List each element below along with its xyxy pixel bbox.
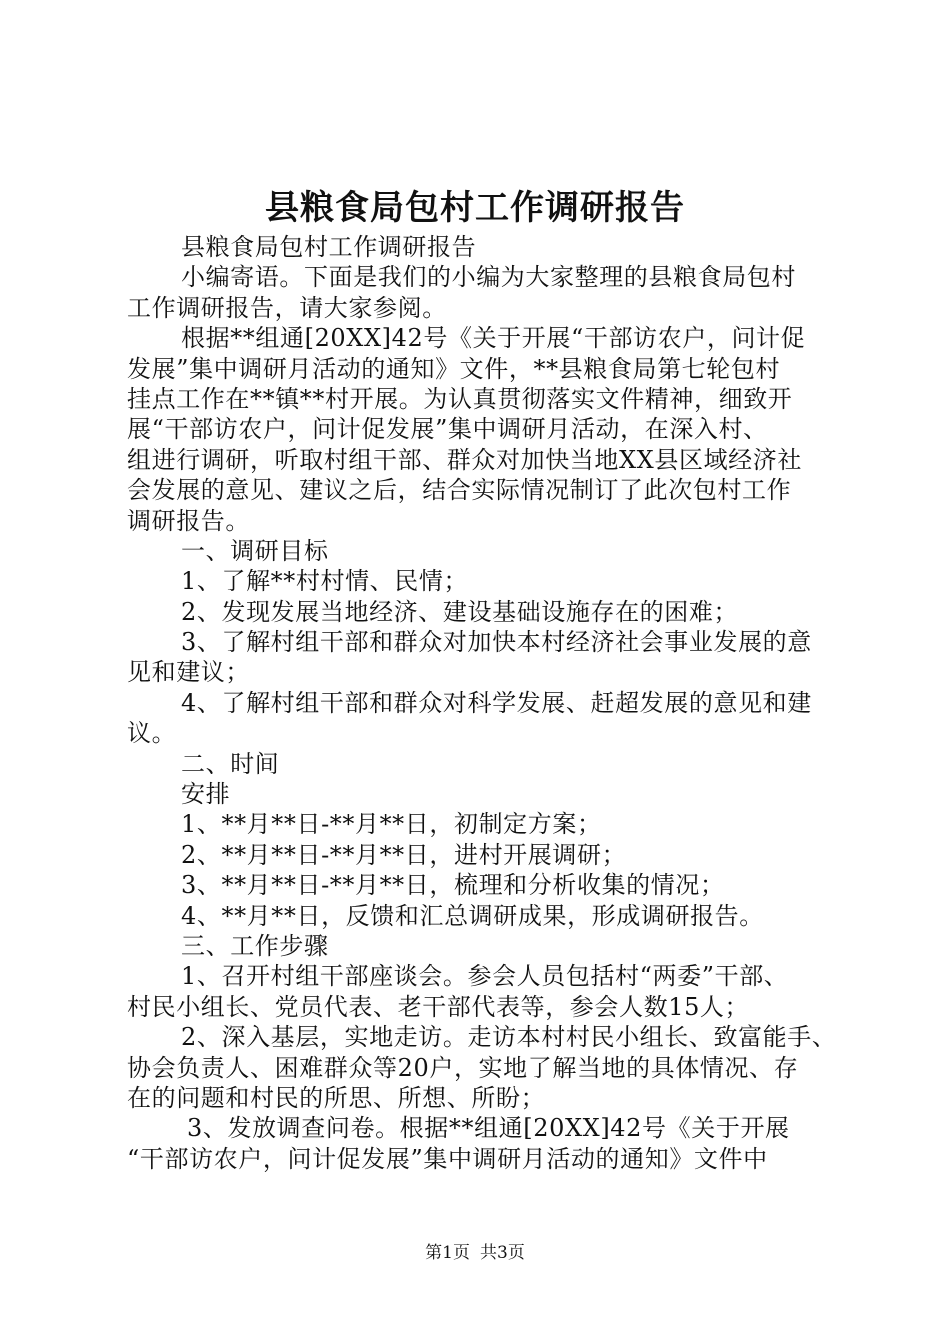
page-total: 共3页 bbox=[480, 1243, 525, 1263]
text-line: 发展”集中调研月活动的通知》文件，**县粮食局第七轮包村 bbox=[127, 354, 781, 383]
text-line: 2、发现发展当地经济、建设基础设施存在的困难； bbox=[181, 597, 739, 626]
text-line: 2、深入基层，实地走访。走访本村村民小组长、致富能手、 bbox=[181, 1023, 837, 1052]
text-line: 4、了解村组干部和群众对科学发展、赶超发展的意见和建 bbox=[181, 688, 812, 717]
text-line: 议。 bbox=[127, 719, 177, 748]
text-line: 县粮食局包村工作调研报告 bbox=[181, 233, 477, 261]
text-line: 1、**月**日-**月**日，初制定方案； bbox=[181, 810, 602, 839]
text-line: 见和建议； bbox=[127, 658, 250, 687]
text-line: 根据**组通[20XX]42号《关于开展“干部访农户，问计促 bbox=[181, 324, 806, 353]
text-line: 二、时间 bbox=[181, 749, 280, 778]
document-title: 县粮食局包村工作调研报告 bbox=[265, 188, 685, 228]
text-line: 3、了解村组干部和群众对加快本村经济社会事业发展的意 bbox=[181, 628, 812, 657]
text-line: 组进行调研，听取村组干部、群众对加快当地XX县区域经济社 bbox=[127, 445, 802, 474]
text-line: 协会负责人、困难群众等20户，实地了解当地的具体情况、存 bbox=[127, 1053, 799, 1082]
text-line: 1、了解**村村情、民情； bbox=[181, 567, 469, 596]
text-line: 会发展的意见、建议之后，结合实际情况制订了此次包村工作 bbox=[127, 476, 792, 505]
text-line: 调研报告。 bbox=[127, 506, 250, 535]
text-line: 村民小组长、党员代表、老干部代表等，参会人数15人； bbox=[127, 992, 750, 1021]
text-line: 安排 bbox=[181, 780, 231, 809]
text-line: 3、**月**日-**月**日，梳理和分析收集的情况； bbox=[181, 871, 725, 900]
text-line: 1、召开村组干部座谈会。参会人员包括村“两委”干部、 bbox=[181, 962, 789, 991]
text-line: 挂点工作在**镇**村开展。为认真贯彻落实文件精神，细致开 bbox=[127, 384, 793, 413]
document-body bbox=[127, 232, 837, 1174]
text-line: 工作调研报告，请大家参阅。 bbox=[127, 293, 447, 322]
text-line: “干部访农户，问计促发展”集中调研月活动的通知》文件中 bbox=[127, 1144, 768, 1173]
text-line: 2、**月**日-**月**日，进村开展调研； bbox=[181, 840, 627, 869]
text-line: 小编寄语。下面是我们的小编为大家整理的县粮食局包村 bbox=[181, 263, 796, 292]
text-line: 在的问题和村民的所思、所想、所盼； bbox=[127, 1083, 546, 1112]
text-line: 一、调研目标 bbox=[181, 536, 329, 565]
page-number: 第1页 bbox=[425, 1243, 470, 1263]
text-line: 三、工作步骤 bbox=[181, 931, 329, 960]
text-line: 4、**月**日，反馈和汇总调研成果，形成调研报告。 bbox=[181, 901, 764, 930]
page-footer bbox=[0, 1242, 950, 1264]
text-line: 3、发放调查问卷。根据**组通[20XX]42号《关于开展 bbox=[187, 1114, 790, 1143]
text-line: 展“干部访农户，问计促发展”集中调研月活动，在深入村、 bbox=[127, 415, 768, 444]
